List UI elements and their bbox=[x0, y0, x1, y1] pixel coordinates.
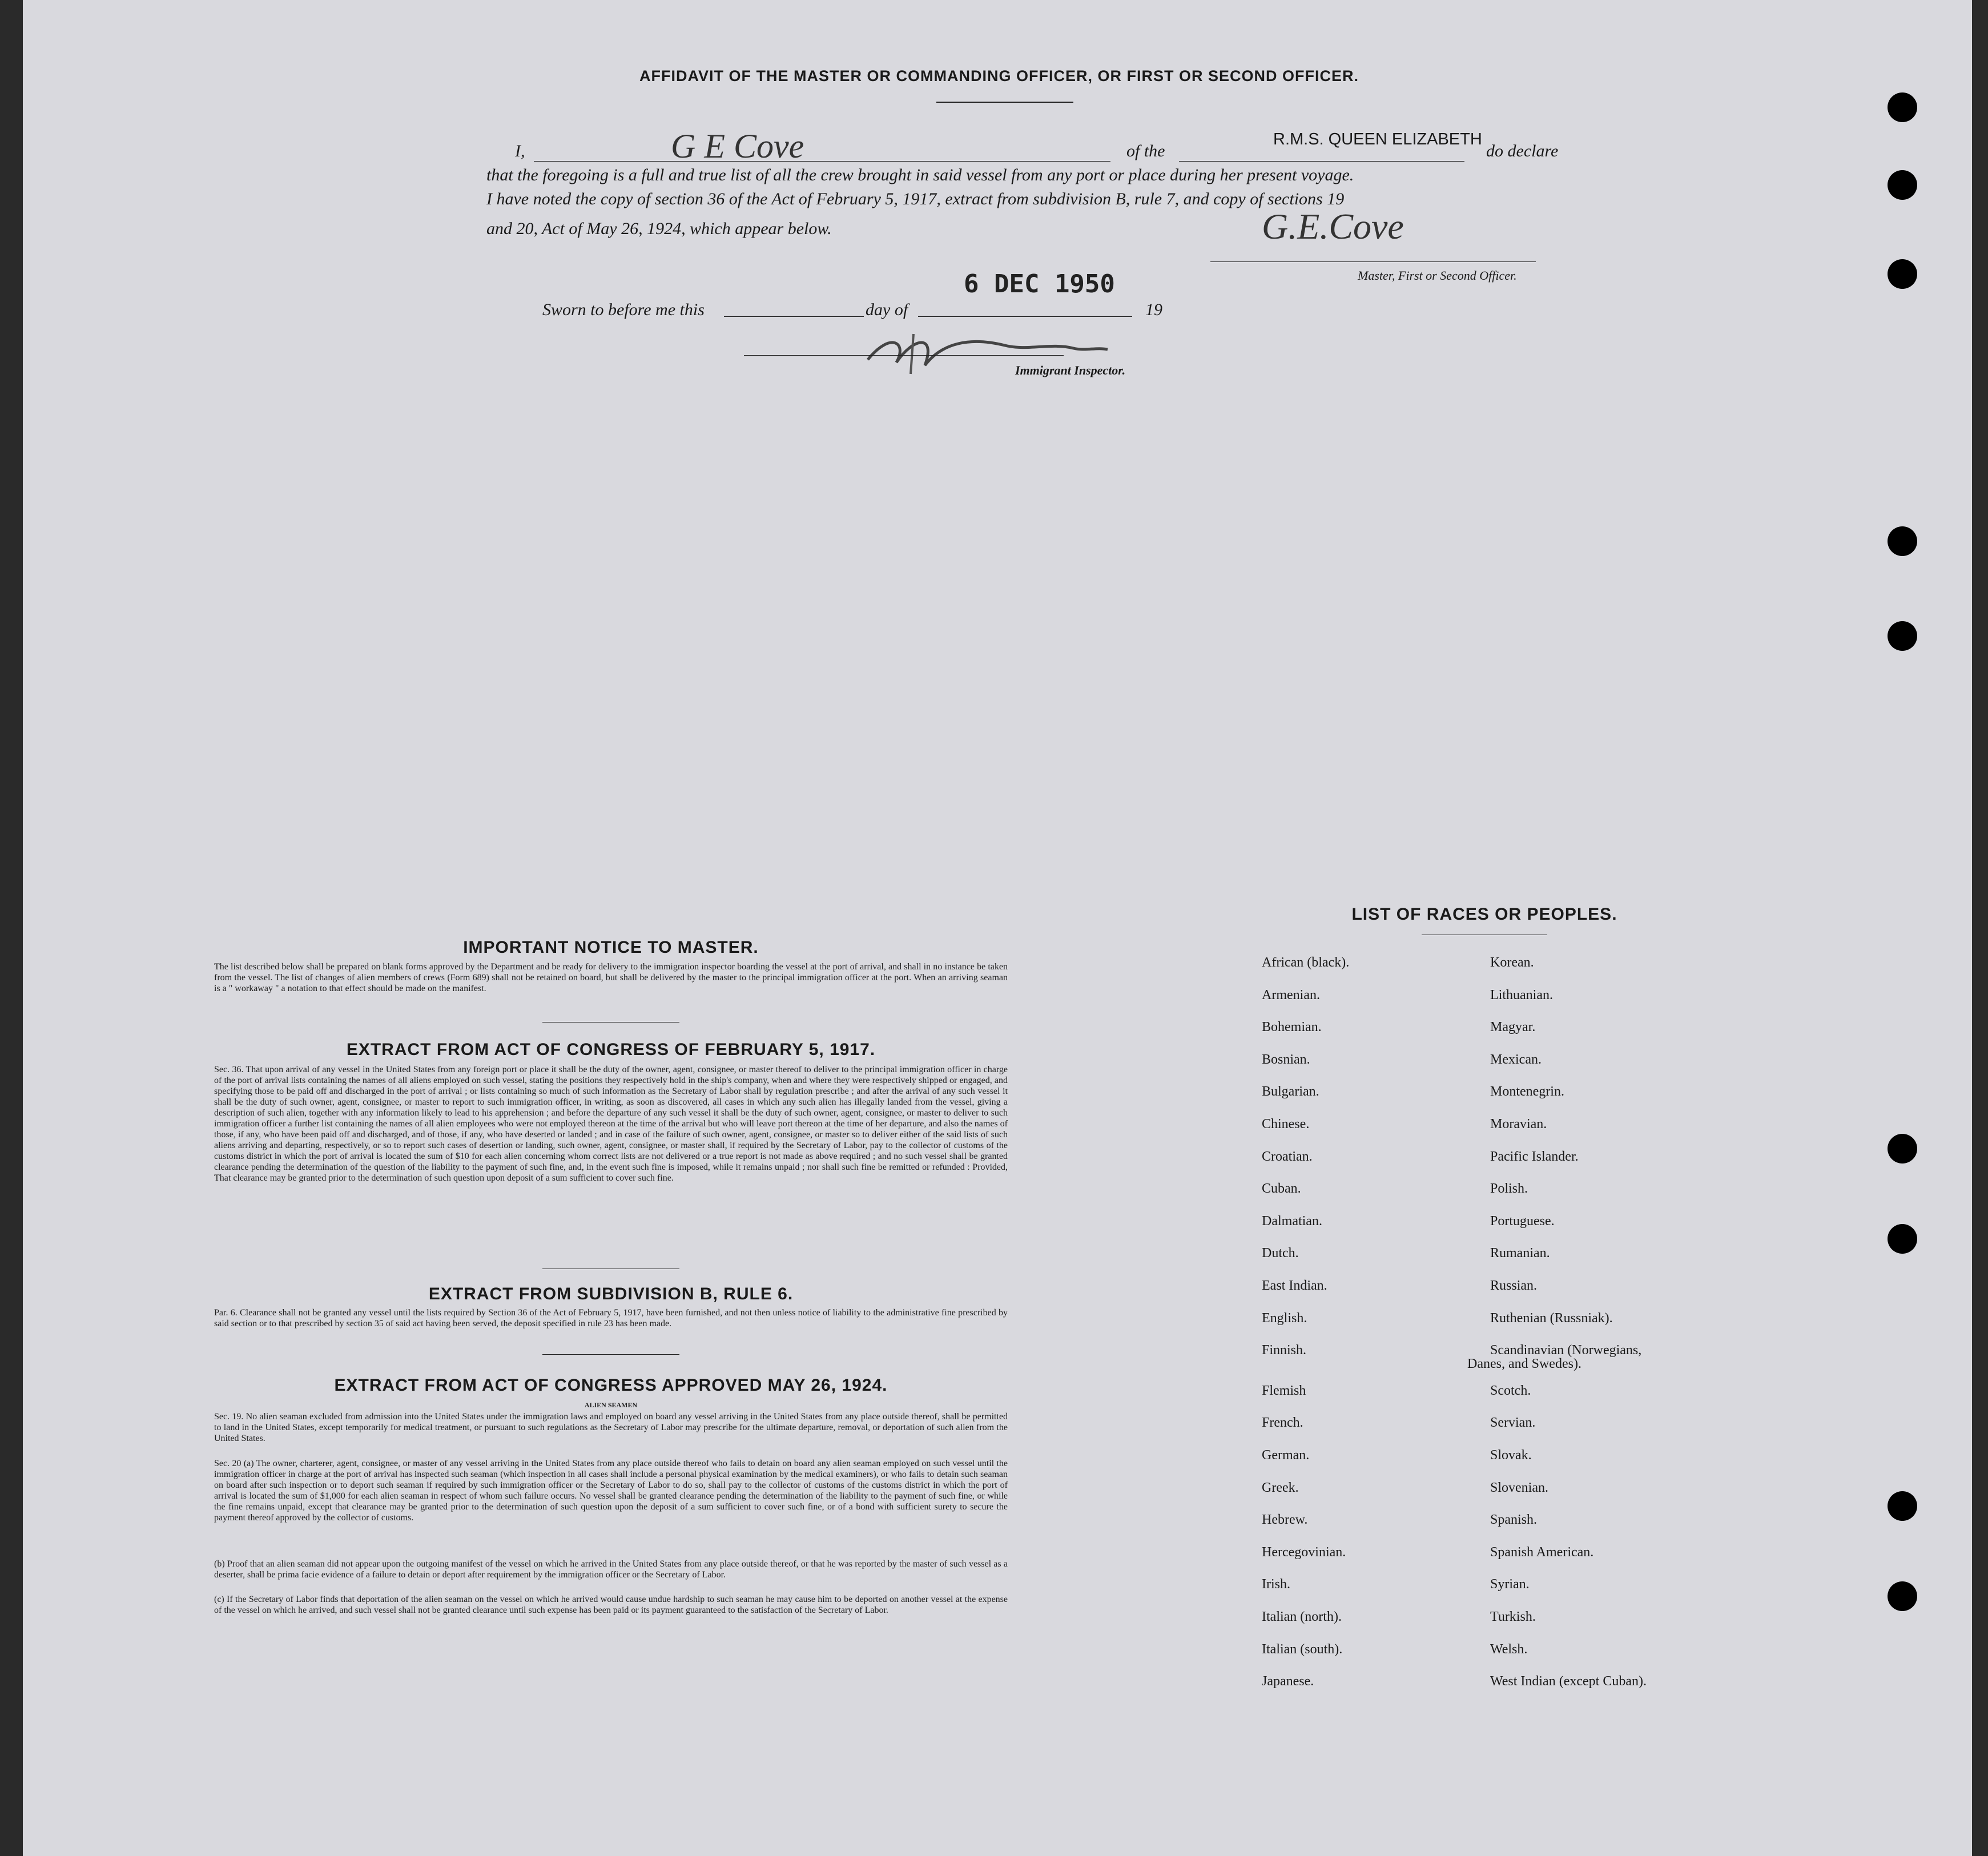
do-declare-label: do declare bbox=[1486, 142, 1559, 160]
signature-caption: Master, First or Second Officer. bbox=[1358, 268, 1517, 283]
punch-hole bbox=[1888, 92, 1917, 122]
signature-line bbox=[1210, 261, 1536, 262]
race-item: Hebrew. bbox=[1262, 1512, 1308, 1527]
race-item: Pacific Islander. bbox=[1490, 1149, 1579, 1164]
i-label: I, bbox=[515, 142, 525, 160]
race-item: Ruthenian (Russniak). bbox=[1490, 1311, 1613, 1326]
race-item: Magyar. bbox=[1490, 1020, 1536, 1034]
punch-hole bbox=[1888, 1134, 1917, 1163]
race-item: Spanish American. bbox=[1490, 1545, 1594, 1560]
master-signature: G.E.Cove bbox=[1262, 206, 1404, 247]
race-item: Chinese. bbox=[1262, 1117, 1310, 1132]
race-item: Finnish. bbox=[1262, 1343, 1307, 1358]
vessel-name: R.M.S. QUEEN ELIZABETH bbox=[1273, 130, 1482, 148]
race-item: Welsh. bbox=[1490, 1642, 1528, 1657]
date-stamp: 6 DEC 1950 bbox=[964, 269, 1115, 299]
race-item: Cuban. bbox=[1262, 1181, 1301, 1196]
race-item: Mexican. bbox=[1490, 1052, 1542, 1067]
race-item: Japanese. bbox=[1262, 1674, 1314, 1689]
extract-1924-sec20c: (c) If the Secretary of Labor finds that deportation of the alien seaman on the vessel on which he arrived would cause undue hardship to such seaman he may cause him to be deported on another vessel at the expense of the vessel on which he arrived, and such vessel shall not be granted clearance until such expense has been paid or its payment guaranteed to the satisfaction of the Secretary of Labor. bbox=[214, 1595, 1008, 1615]
race-item: Dalmatian. bbox=[1262, 1214, 1322, 1229]
race-item: Rumanian. bbox=[1490, 1246, 1550, 1261]
extract-1924-sec20a: Sec. 20 (a) The owner, charterer, agent, consignee, or master of any vessel arriving in the United States from any place outside thereof who fails to detain on board any alien seaman employed on such vessel until the immigration officer in charge at the port of arrival has inspected such seaman (which inspection in all cases shall include a personal physical examination by the medical examiners), or who fails to detain such seaman on board after such inspection or to deport such seaman if required by such immigration officer or the Secretary of Labor to do so, shall pay to the collector of customs of the customs district in which the port of arrival is located the sum of $1,000 for each alien seaman in respect of whom such failure occurs. No vessel shall be granted clearance pending the determination of the liability to the payment of such fine, or while the fine remains unpaid, except that clearance may be granted prior to the determination of such question upon the deposit of a sum sufficient to cover such fine, or of a bond with sufficient surety to secure the payment thereof approved by the collector of customs. bbox=[214, 1459, 1008, 1523]
extract-1924-sec20b: (b) Proof that an alien seaman did not appear upon the outgoing manifest of the vessel on which he arrived in the United States from any place outside thereof, or that he was reported by the master of such vessel as a deserter, shall be prima facie evidence of a failure to detain or deport after requirement by the immigration officer or the Secretary of Labor. bbox=[214, 1559, 1008, 1580]
race-item: Italian (south). bbox=[1262, 1642, 1343, 1657]
extract-1924-heading: EXTRACT FROM ACT OF CONGRESS APPROVED MAY 26, 1924. bbox=[334, 1376, 888, 1395]
rule6-heading: EXTRACT FROM SUBDIVISION B, RULE 6. bbox=[428, 1285, 794, 1303]
race-item: Greek. bbox=[1262, 1480, 1299, 1495]
race-item: Armenian. bbox=[1262, 988, 1320, 1003]
race-item: Bulgarian. bbox=[1262, 1084, 1319, 1099]
race-item: Scotch. bbox=[1490, 1383, 1531, 1398]
race-item: English. bbox=[1262, 1311, 1307, 1326]
title-divider bbox=[936, 102, 1073, 103]
of-the-label: of the bbox=[1126, 142, 1165, 160]
race-item: Hercegovinian. bbox=[1262, 1545, 1346, 1560]
sworn-label: Sworn to before me this bbox=[542, 300, 705, 319]
punch-hole bbox=[1888, 1491, 1917, 1521]
affidavit-line-2: that the foregoing is a full and true list of all the crew brought in said vessel from any port or place during her present voyage. bbox=[486, 166, 1354, 184]
race-item: Bosnian. bbox=[1262, 1052, 1310, 1067]
extract-1924-sec19: Sec. 19. No alien seaman excluded from admission into the United States under the immigration laws and employed on board any vessel arriving in the United States from any place outside thereof, shall be permitted to land in the United States, except temporarily for medical treatment, or pursuant to such regulations as the Secretary of Labor may prescribe for the ultimate departure, removal, or deportation of such alien from the United States. bbox=[214, 1412, 1008, 1443]
inspector-line bbox=[744, 355, 1064, 356]
extract-1917-text: Sec. 36. That upon arrival of any vessel in the United States from any foreign port or place it shall be the duty of the owner, agent, consignee, or master thereof to deliver to the principal immigration officer in charge of the port of arrival lists containing the names of all aliens employed on such vessel, stating the positions they respectively hold in the ship's company, when and where they were respectively shipped or engaged, and specifying those to be paid off and discharged in the port of arrival ; or lists containing so much of such information as the Secretary of Labor shall by regulation prescribe ; and after the arrival of any such vessel it shall be the duty of such owner, agent, consignee, or master to report to such immigration officer, in writing, as soon as discovered, all cases in which any such alien has illegally landed from the vessel, giving a description of such alien, together with any information likely to lead to his apprehension ; and before the departure of any such vessel it shall be the duty of such owner, agent, consignee, or master to deliver to such immigration officer a further list containing the names of all alien employees who were not employed thereon at the time of the arrival but who will leave port thereon at the time of her departure, and also the names of those, if any, who have been paid off and discharged, and of those, if any, who have deserted or landed ; and in case of the failure of such owner, agent, consignee, or master so to deliver either of the said lists of such aliens arriving and departing, respectively, or so to report such cases of desertion or landing, such owner, agent, consignee, or master shall, if required by the Secretary of Labor, pay to the collector of customs of the customs district in which the port of arrival is located the sum of $10 for each alien concerning whom correct lists are not delivered or a true report is not made as above required ; and no such vessel shall be granted clearance pending the determination of the question of the liability to the payment of such fine, and, in the event such fine is imposed, while it remains unpaid ; nor shall such fine be remitted or refunded : Provided, That clearance may be granted prior to the determination of such question upon deposit of a sum sufficient to cover such fine. bbox=[214, 1065, 1008, 1183]
race-item: Servian. bbox=[1490, 1415, 1536, 1430]
document-page bbox=[23, 0, 1972, 1856]
race-item: Slovak. bbox=[1490, 1448, 1532, 1463]
race-item: Spanish. bbox=[1490, 1512, 1538, 1527]
punch-hole bbox=[1888, 621, 1917, 651]
race-scandinavian-continuation: Danes, and Swedes). bbox=[1467, 1356, 1581, 1371]
race-item: Lithuanian. bbox=[1490, 988, 1553, 1003]
race-item: Bohemian. bbox=[1262, 1020, 1322, 1034]
day-of-label: day of bbox=[866, 300, 908, 319]
race-item: Montenegrin. bbox=[1490, 1084, 1564, 1099]
races-heading: LIST OF RACES OR PEOPLES. bbox=[1351, 905, 1617, 924]
year-prefix: 19 bbox=[1145, 300, 1162, 319]
name-underline bbox=[534, 161, 1110, 162]
race-item: Moravian. bbox=[1490, 1117, 1547, 1132]
punch-hole bbox=[1888, 1581, 1917, 1611]
sworn-month-line bbox=[918, 316, 1132, 317]
race-item: Dutch. bbox=[1262, 1246, 1299, 1261]
vessel-underline bbox=[1179, 161, 1464, 162]
inspector-caption: Immigrant Inspector. bbox=[1015, 363, 1126, 377]
race-item: Portuguese. bbox=[1490, 1214, 1555, 1229]
extract-1924-subheading: ALIEN SEAMEN bbox=[584, 1401, 638, 1409]
notice-text: The list described below shall be prepared on blank forms approved by the Department and be ready for delivery to the immigration inspector boarding the vessel at the port of arrival, and shall in no instance be taken from the vessel. The list of changes of alien members of crews (Form 689) shall not be retained on board, but shall be delivered by the master to the principal immigration officer at the port. When an arriving seaman is a " workaway " a notation to that effect should be made on the manifest. bbox=[214, 962, 1008, 993]
race-item: Croatian. bbox=[1262, 1149, 1313, 1164]
punch-hole bbox=[1888, 259, 1917, 289]
race-item: Slovenian. bbox=[1490, 1480, 1548, 1495]
race-item: Flemish bbox=[1262, 1383, 1306, 1398]
race-item: Scandinavian (Norwegians, bbox=[1490, 1343, 1642, 1358]
affidavit-title: AFFIDAVIT OF THE MASTER OR COMMANDING OFFICER, OR FIRST OR SECOND OFFICER. bbox=[639, 67, 1359, 84]
race-item: Turkish. bbox=[1490, 1609, 1536, 1624]
race-item: Syrian. bbox=[1490, 1577, 1530, 1592]
affidavit-line-3: I have noted the copy of section 36 of the Act of February 5, 1917, extract from subdivision B, rule 7, and copy of sections 19 bbox=[486, 190, 1345, 208]
punch-hole bbox=[1888, 170, 1917, 200]
race-item: African (black). bbox=[1262, 955, 1350, 970]
extract-1917-heading: EXTRACT FROM ACT OF CONGRESS OF FEBRUARY 5, 1917. bbox=[346, 1040, 876, 1059]
race-item: Irish. bbox=[1262, 1577, 1290, 1592]
race-item: French. bbox=[1262, 1415, 1303, 1430]
race-item: German. bbox=[1262, 1448, 1310, 1463]
race-item: Russian. bbox=[1490, 1278, 1538, 1293]
race-item: West Indian (except Cuban). bbox=[1490, 1674, 1647, 1689]
race-item: Italian (north). bbox=[1262, 1609, 1342, 1624]
master-name-handwritten: G E Cove bbox=[671, 127, 804, 165]
punch-hole bbox=[1888, 1224, 1917, 1254]
affidavit-line-4: and 20, Act of May 26, 1924, which appear below. bbox=[486, 219, 832, 238]
rule6-text: Par. 6. Clearance shall not be granted any vessel until the lists required by Section 36 of the Act of February 5, 1917, have been furnished, and not then unless notice of liability to the administrative fine prescribed by said section or to that prescribed by section 35 of said act having been served, the deposit specified in rule 23 has been made. bbox=[214, 1308, 1008, 1328]
notice-heading: IMPORTANT NOTICE TO MASTER. bbox=[463, 938, 759, 957]
rule6-divider bbox=[542, 1354, 679, 1355]
race-item: East Indian. bbox=[1262, 1278, 1327, 1293]
punch-hole bbox=[1888, 526, 1917, 556]
race-item: Korean. bbox=[1490, 955, 1534, 970]
sworn-day-line bbox=[724, 316, 864, 317]
race-item: Polish. bbox=[1490, 1181, 1528, 1196]
